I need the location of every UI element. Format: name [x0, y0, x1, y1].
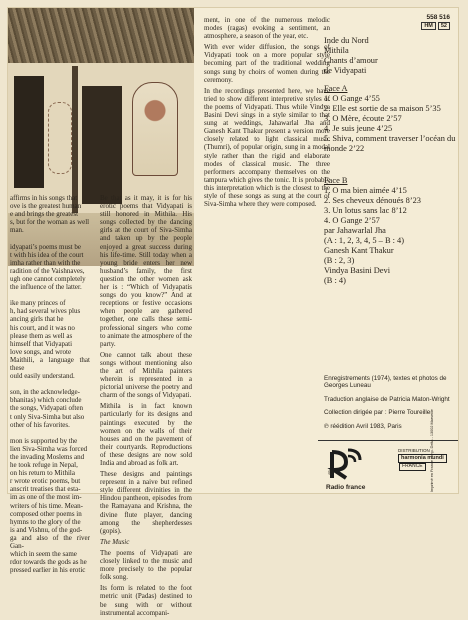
dark-doorway [14, 76, 44, 188]
translation-credit: Traduction anglaise de Patricia Maton-Wright [324, 395, 450, 403]
catalog-sub-2: 52 [438, 22, 450, 30]
thatched-roof [8, 8, 194, 66]
wall-painting-small [48, 102, 72, 174]
performer-line: par Jahawarlal Jha [324, 226, 386, 235]
record-sleeve [8, 8, 458, 617]
region-title: Mithila [324, 46, 349, 55]
catalog-number [419, 14, 450, 30]
face-b [324, 176, 456, 286]
essay-paragraph: Be that as it may, it is for his erotic poems that Vidyapati is still honored in Mithila. His songs collected by the dancing girls at the court of Siva-Simha and taken up by the people enjoyed a great success during his life-time. Still today when a young bride enters her new husband’s family, the first question the other women ask her is : “Which of Vidyapatis songs do you know?” And at receptions or festive occasions when people are gathered together, one calls these semi-professional singers who come to animate the atmosphere of the party. [100, 194, 192, 348]
album-title [324, 36, 378, 76]
track-panel [318, 8, 458, 493]
wall-painting-figure [132, 82, 178, 176]
essay-column-2 [100, 194, 192, 620]
essay-column-1-text: affirms in his songs that ove is the greatest human e and brings the greatest s, but for the woman as well man. idyapati’s poems must be t with his idea of the court imha rather than with the radition of the Vaishnaves, ugh one cannot completely the influence of the latter. ike many princes of h, had several wives plus ancing girls that he his court, and it was no please them as well as himself that Vidyapati love songs, and wrote Maithili, a language that these ould easily understand. son, in the acknowledge- bhanitas) which conclude the songs, Vidyapati often t only Siva-Simha but also other of his favorites. mon is supported by the lien Siva-Simha was forced the invading Moslems and he took refuge in Nepal, on his return to Mithila r wrote erotic poems, but anscrit treatises that esta- im as one of the most im- writers of his time. Mean- composed other poems in hymns to the glory of the is and Vishnu, of the god- ga and also of the river Gan- which in seem the same rdor towards the gods as he pressed earlier in his erotic [10, 194, 90, 575]
face-a [324, 84, 456, 154]
performer-line: (B : 2, 3) [324, 256, 355, 265]
track-item: 2. Elle est sortie de sa maison 5’35 [324, 104, 441, 113]
essay-paragraph: Its form is related to the foot metric unit (Padas) destined to be sung with or without instrumental accompani- [100, 584, 192, 617]
track-item: 4. Je suis jeune 4’25 [324, 124, 393, 133]
face-b-heading: Face B [324, 176, 348, 185]
essay-paragraph: With ever wider diffusion, the songs of Vidyapati took on a more popular style becoming part of the traditional wedding songs sung by choirs of women during the ceremony. [204, 43, 330, 84]
track-item: 3. Un lotus sans lac 8’12 [324, 206, 407, 215]
track-item: 5. Shiva, comment traverser l’océan du monde 2’22 [324, 134, 456, 153]
catalog-sub [419, 22, 450, 30]
distribution-block [398, 448, 456, 471]
essay-paragraph: One cannot talk about these songs without mentioning also the art of Mithila painters wherein is represented in a pictorial universe the poetry and charm of the songs of Vidyapati. [100, 350, 192, 400]
essay-paragraph: ment, in one of the numerous melodic modes (ragas) evoking a sentiment, an atmosphere, a season of the year, etc. [204, 16, 330, 41]
series-title: Inde du Nord [324, 36, 369, 45]
printer-note [430, 409, 438, 495]
distributor-country: FRANCE [399, 463, 426, 471]
essay-paragraph: The poems of Vidyapati are closely linked to the music and more precisely to the popular folk song. [100, 548, 192, 582]
credits [324, 375, 454, 436]
essay-paragraph: In the recordings presented here, we have tried to show different interpretive styles of the poems of Vidyapati. Thus while Vindya Basini Devi sings in a style similar to that sung at weddings, Jahawarlal Jha and Ganesh Kant Thakur present a version more closely related to light classical music (Thumri), of popular origin, sung in a modal style rather than the rigid and elaborate modes of classical music. The three performers accompany themselves on the tampura which gives the tonic. It is probably this interpretation which is the closest to the style of these songs as sung at the court of Siva-Simha where they were composed. [204, 86, 330, 209]
face-a-heading: Face A [324, 84, 348, 93]
distribution-label: DISTRIBUTION [398, 448, 430, 453]
collection-credit: Collection dirigée par : Pierre Toureille [324, 409, 431, 417]
distributor-logo: harmonia mundi [398, 454, 447, 464]
essay-paragraph: These designs and paintings represent in a naive but refined style different divinities in the Hindou pantheon, episodes from the Ramayana and Krishna, the divine flute player, dancing among the shepherdesses (gopis). [100, 470, 192, 535]
catalog-main: 558 516 [426, 14, 450, 21]
open-doorway [82, 86, 122, 204]
printer-text: Imprimé en France - Imp. Delta - 13002 Marseille [430, 409, 434, 492]
radio-france-label: Radio france [326, 484, 366, 491]
subtitle-line-1: Chants d’amour [324, 56, 378, 65]
catalog-sub-1: HM [421, 22, 436, 30]
essay-paragraph: Mithila is in fact known particularly for its designs and paintings executed by the women on the walls of their houses and on the pavement of their courtyards. Reproductions of these designs are now sold India and abroad as folk art. [100, 402, 192, 467]
track-item: 1. O Gange 4’55 [324, 94, 380, 103]
subtitle-line-2: de Vidyapati [324, 66, 367, 75]
recordings-credit: Enregistrements (1974), textes et photos de Georges Luneau [324, 375, 447, 390]
performer-line: Ganesh Kant Thakur [324, 246, 394, 255]
essay-column-1 [10, 194, 90, 574]
track-item: 1. O ma bien aimée 4’15 [324, 186, 407, 195]
performer-line: (B : 4) [324, 276, 346, 285]
track-item: 2. Ses cheveux dénoués 8’23 [324, 196, 421, 205]
track-item: 3. O Mère, écoute 2’57 [324, 114, 402, 123]
music-heading: The Music [100, 537, 130, 546]
track-item: 4. O Gange 2’57 [324, 216, 380, 225]
performer-line: (A : 1, 2, 3, 4, 5 – B : 4) [324, 236, 405, 245]
release-credit: ℗ réédition Avril 1983, Paris [324, 422, 402, 430]
performer-line: Vindya Basini Devi [324, 266, 391, 275]
copyright-mark: © [328, 471, 333, 477]
essay-column-3 [204, 16, 330, 211]
